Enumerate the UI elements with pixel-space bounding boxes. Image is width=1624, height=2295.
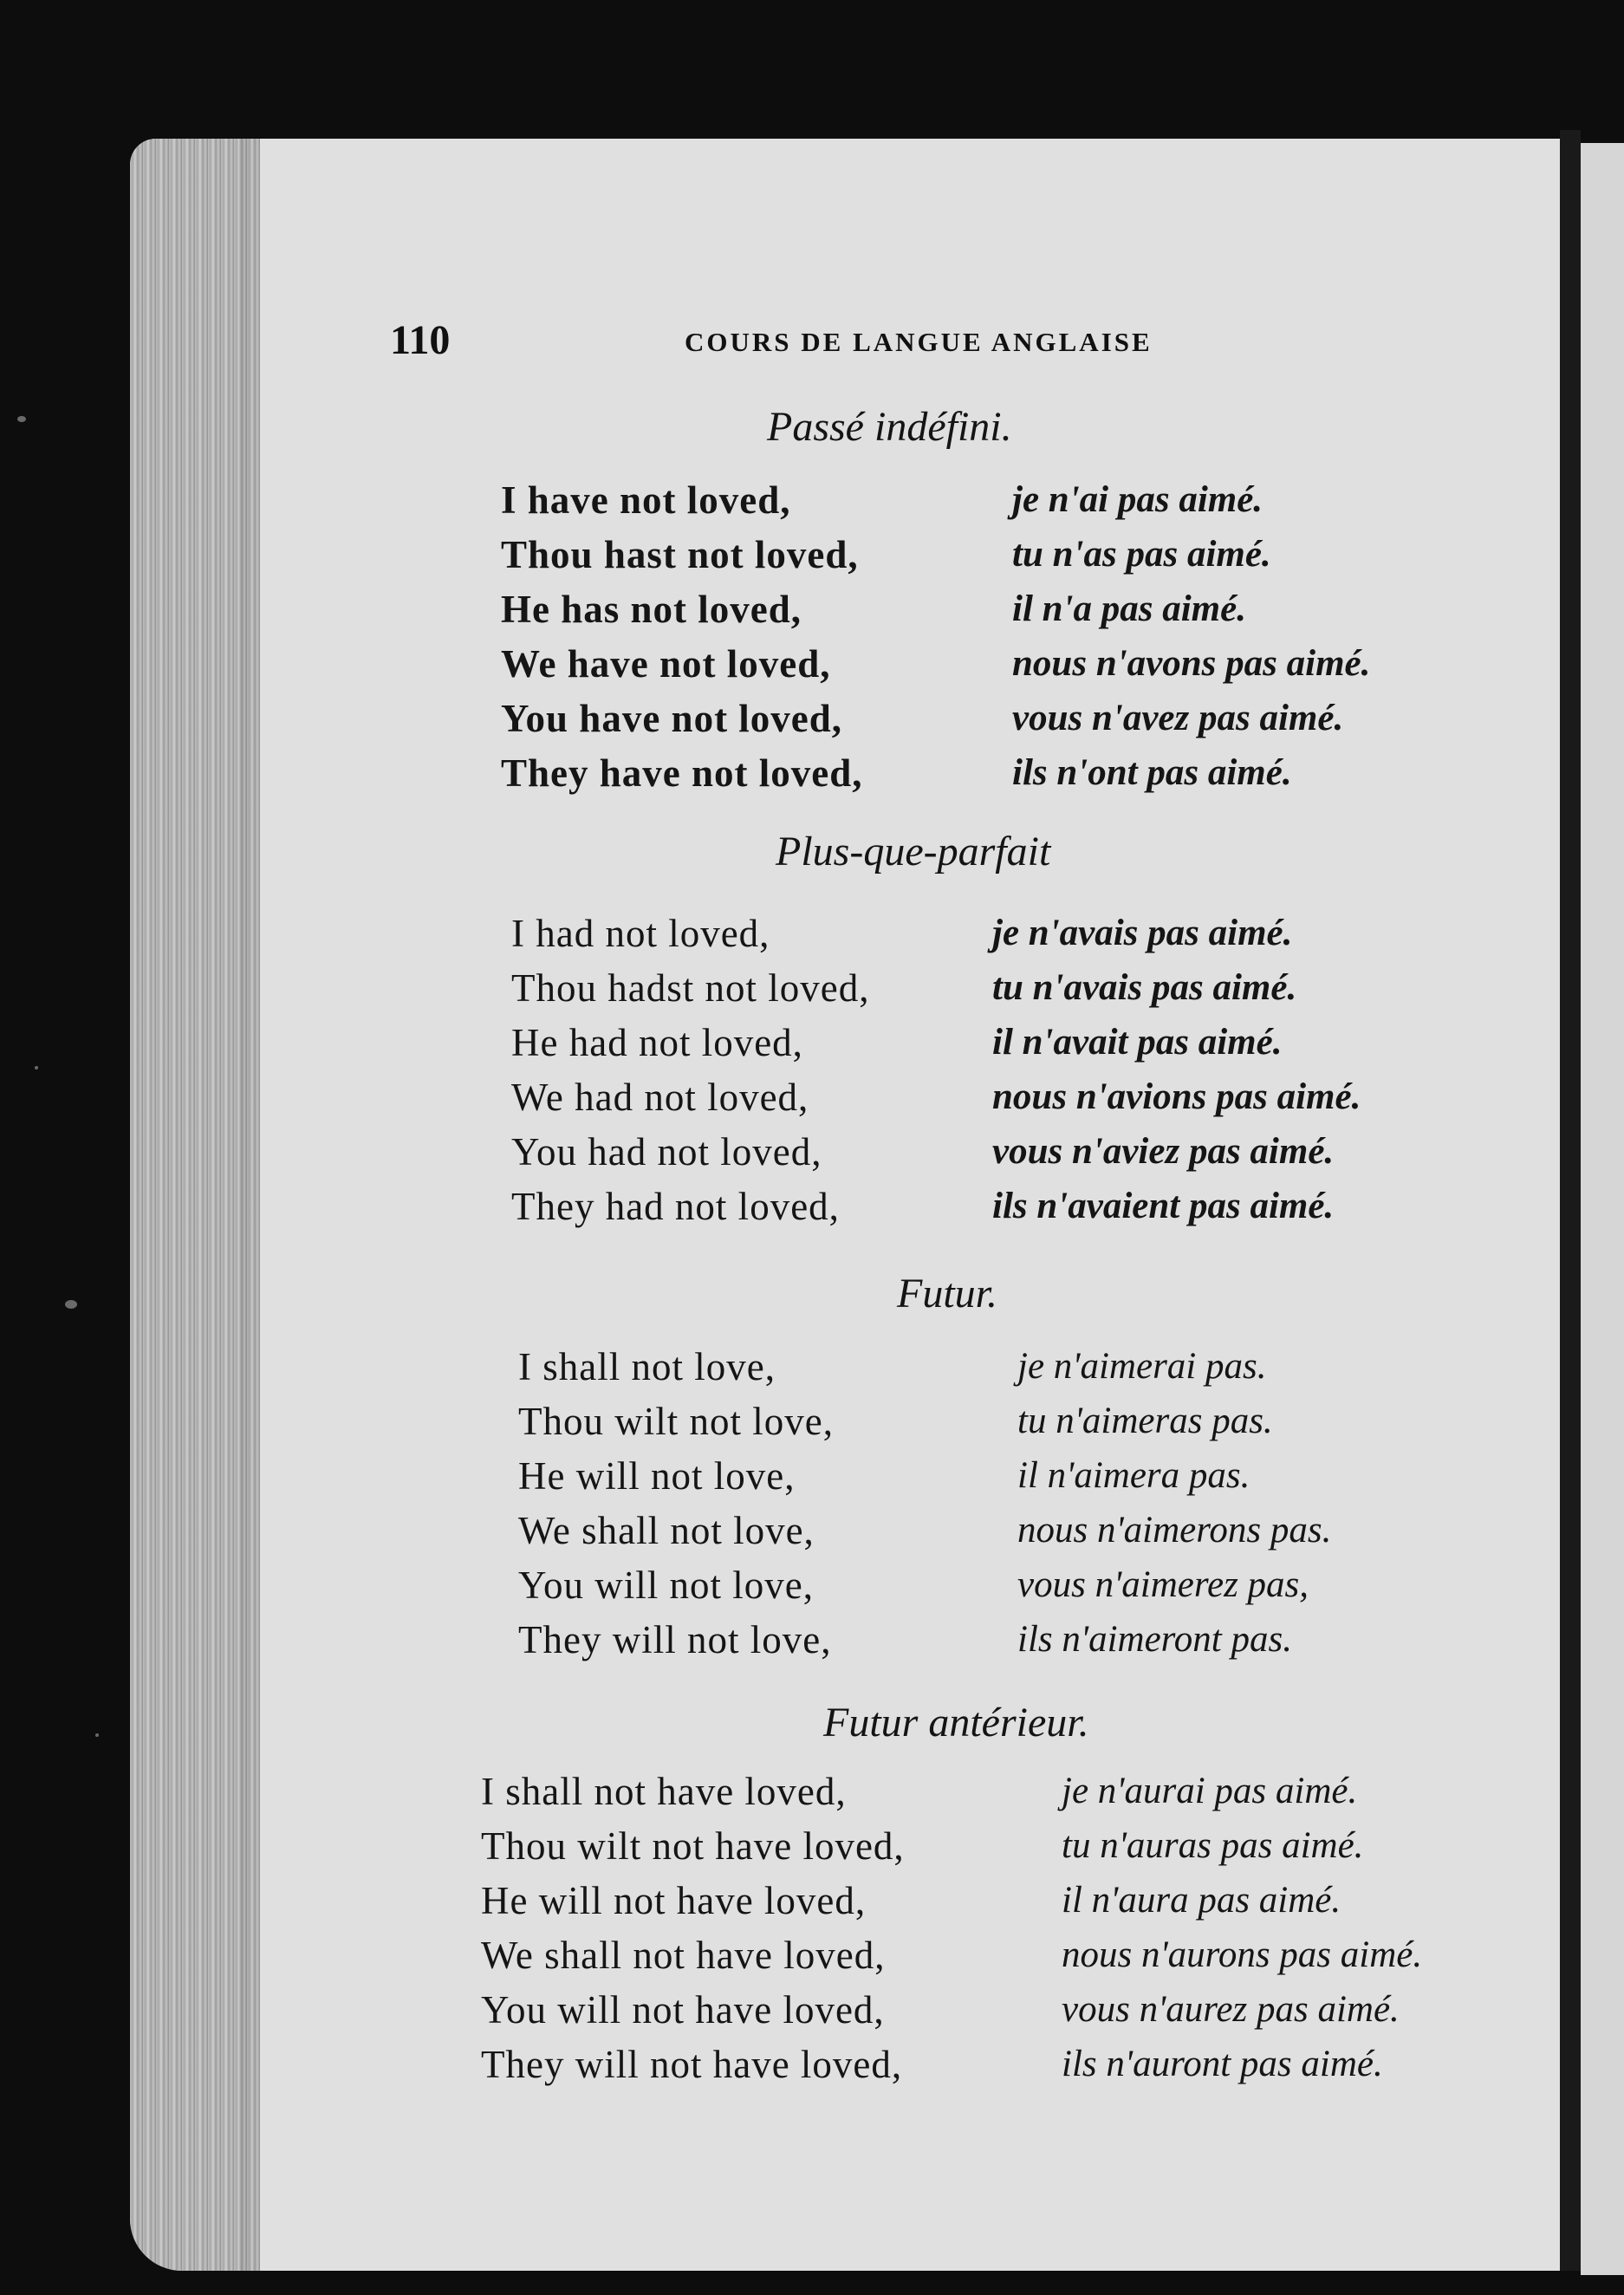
table-row	[511, 1179, 1361, 1233]
french-form: nous n'avons pas aimé.	[1012, 643, 1371, 684]
english-form: We shall not love,	[518, 1508, 815, 1552]
french-form: vous n'aimerez pas,	[1017, 1564, 1309, 1605]
french-form: ils n'ont pas aimé.	[1012, 752, 1292, 793]
english-form: We shall not have loved,	[481, 1933, 886, 1977]
section-title-passe-indefini: Passé indéfini.	[767, 404, 1012, 450]
conjugation-table-futur-anterieur	[481, 1764, 1422, 2091]
english-form: You will not love,	[518, 1563, 814, 1607]
french-form: il n'aura pas aimé.	[1062, 1880, 1341, 1921]
english-form: He will not love,	[518, 1453, 796, 1498]
english-form: Thou wilt not love,	[518, 1399, 834, 1443]
english-form: They will not have loved,	[481, 2042, 903, 2086]
conjugation-table-futur	[518, 1339, 1331, 1667]
table-row	[481, 1982, 1422, 2037]
table-row	[511, 1069, 1361, 1124]
english-form: You will not have loved,	[481, 1987, 885, 2032]
french-form: tu n'as pas aimé.	[1012, 534, 1271, 575]
french-form: je n'aurai pas aimé.	[1062, 1771, 1358, 1811]
table-row	[518, 1394, 1331, 1448]
french-form: tu n'avais pas aimé.	[992, 967, 1297, 1008]
table-row	[518, 1503, 1331, 1557]
table-row	[518, 1557, 1331, 1612]
table-row	[501, 582, 1370, 636]
english-form: We have not loved,	[501, 641, 831, 686]
scan-speck	[65, 1300, 77, 1309]
table-row	[518, 1448, 1331, 1503]
french-form: je n'aimerai pas.	[1017, 1346, 1267, 1387]
conjugation-table-plus-que-parfait	[511, 906, 1361, 1233]
running-title: COURS DE LANGUE ANGLAISE	[685, 327, 1153, 357]
english-form: I had not loved,	[511, 911, 770, 955]
french-form: nous n'avions pas aimé.	[992, 1076, 1361, 1117]
english-form: Thou hast not loved,	[501, 532, 859, 576]
section-title-plus-que-parfait: Plus-que-parfait	[776, 829, 1051, 874]
french-form: ils n'aimeront pas.	[1017, 1619, 1292, 1660]
scan-speck	[35, 1066, 38, 1069]
scan-speck	[17, 416, 26, 422]
table-row	[481, 1873, 1422, 1928]
english-form: Thou wilt not have loved,	[481, 1824, 905, 1868]
facing-page-edge	[1581, 143, 1624, 2275]
scan-speck	[95, 1733, 99, 1737]
table-row	[501, 636, 1370, 691]
table-row	[501, 472, 1370, 527]
page-edges	[130, 139, 260, 2271]
french-form: ils n'avaient pas aimé.	[992, 1186, 1335, 1226]
french-form: il n'aimera pas.	[1017, 1455, 1250, 1496]
english-form: You have not loved,	[501, 696, 843, 740]
table-row	[501, 691, 1370, 745]
french-form: il n'a pas aimé.	[1012, 588, 1246, 629]
french-form: tu n'auras pas aimé.	[1062, 1825, 1364, 1866]
english-form: He had not loved,	[511, 1020, 803, 1064]
page-number: 110	[390, 317, 451, 363]
table-row	[511, 960, 1361, 1015]
table-row	[511, 1015, 1361, 1069]
table-row	[501, 745, 1370, 800]
english-form: I shall not love,	[518, 1344, 776, 1388]
english-form: You had not loved,	[511, 1129, 822, 1174]
english-form: He has not loved,	[501, 587, 802, 631]
french-form: tu n'aimeras pas.	[1017, 1401, 1273, 1441]
english-form: They have not loved,	[501, 751, 863, 795]
french-form: nous n'aurons pas aimé.	[1062, 1934, 1423, 1975]
english-form: I shall not have loved,	[481, 1769, 847, 1813]
english-form: I have not loved,	[501, 478, 791, 522]
table-row	[481, 1764, 1422, 1818]
english-form: He will not have loved,	[481, 1878, 867, 1922]
conjugation-table-passe-indefini	[501, 472, 1370, 800]
table-row	[481, 1928, 1422, 1982]
section-title-futur: Futur.	[897, 1271, 998, 1317]
book-gutter	[1560, 130, 1581, 2271]
french-form: nous n'aimerons pas.	[1017, 1510, 1332, 1551]
english-form: We had not loved,	[511, 1075, 809, 1119]
running-head	[390, 316, 1517, 368]
french-form: je n'avais pas aimé.	[992, 913, 1293, 953]
french-form: je n'ai pas aimé.	[1012, 479, 1263, 520]
section-title-futur-anterieur: Futur antérieur.	[823, 1700, 1089, 1746]
english-form: They had not loved,	[511, 1184, 840, 1228]
french-form: vous n'aurez pas aimé.	[1062, 1989, 1400, 2030]
table-row	[481, 2037, 1422, 2091]
table-row	[518, 1612, 1331, 1667]
french-form: ils n'auront pas aimé.	[1062, 2044, 1383, 2084]
table-row	[481, 1818, 1422, 1873]
english-form: Thou hadst not loved,	[511, 965, 870, 1010]
french-form: vous n'aviez pas aimé.	[992, 1131, 1335, 1172]
french-form: vous n'avez pas aimé.	[1012, 698, 1344, 738]
table-row	[511, 1124, 1361, 1179]
table-row	[511, 906, 1361, 960]
table-row	[518, 1339, 1331, 1394]
table-row	[501, 527, 1370, 582]
french-form: il n'avait pas aimé.	[992, 1022, 1283, 1063]
english-form: They will not love,	[518, 1617, 832, 1661]
